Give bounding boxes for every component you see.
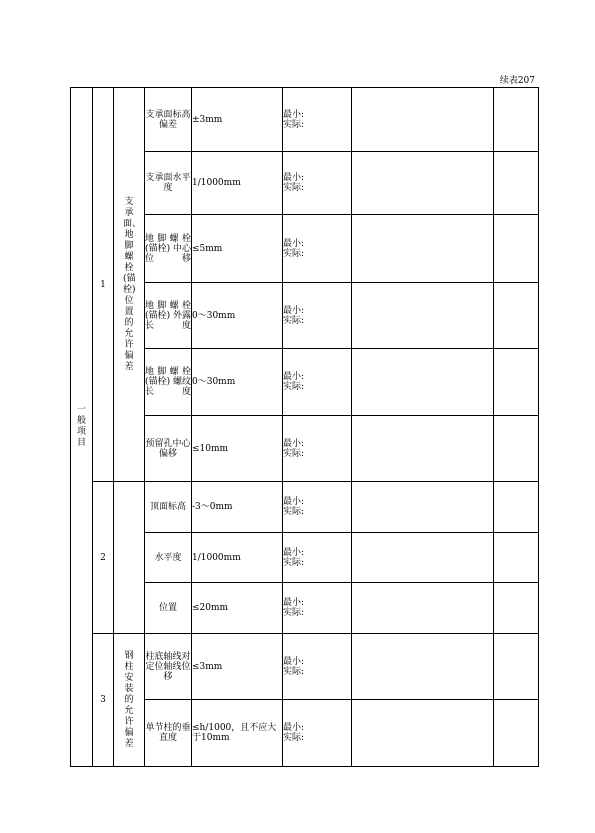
allowed-deviation: ≤20mm [192,583,283,634]
min-label: 最小: [283,109,305,120]
min-label: 最小: [283,598,305,608]
note-cell[interactable] [494,349,539,416]
allowed-deviation: ≤3mm [192,634,283,700]
result-cell[interactable] [352,533,494,583]
measured-values[interactable] [283,634,352,700]
measured-values[interactable] [283,215,352,283]
group-name-cell [114,634,145,767]
measured-values[interactable] [283,88,352,152]
actual-label: 实际: [283,733,305,743]
actual-label: 实际: [283,448,305,459]
result-cell[interactable] [352,416,494,482]
group-number: 3 [100,695,106,705]
measured-values[interactable] [283,416,352,482]
min-label: 最小: [283,497,305,507]
allowed-deviation: 1/1000mm [192,533,283,583]
inspection-table [70,87,539,767]
result-cell[interactable] [352,634,494,700]
actual-label: 实际: [283,382,305,392]
result-cell[interactable] [352,700,494,767]
min-label: 最小: [283,372,305,382]
category-label: 一般项目 [76,405,86,448]
note-cell[interactable] [494,583,539,634]
item-name: 水平度 [145,533,192,583]
note-cell[interactable] [494,152,539,215]
result-cell[interactable] [352,349,494,416]
item-name: 地脚螺栓(锚栓) 外露长度 [145,283,192,349]
group-number: 1 [100,279,106,290]
actual-label: 实际: [283,557,305,568]
item-name: 支承面标高偏差 [145,88,192,152]
allowed-deviation: ≤5mm [192,215,283,283]
group-name-cell [114,482,145,634]
actual-label: 实际: [283,608,305,618]
continued-table-label: 续表207 [499,76,535,86]
table-row [71,634,539,700]
measured-values[interactable] [283,700,352,767]
group-no-cell [93,482,114,634]
result-cell[interactable] [352,152,494,215]
group-name-cell [114,88,145,482]
item-name: 预留孔中心偏移 [145,416,192,482]
table-row [71,482,539,533]
min-label: 最小: [283,238,305,249]
min-label: 最小: [283,305,305,316]
item-name: 顶面标高 [145,482,192,533]
min-label: 最小: [283,173,305,183]
note-cell[interactable] [494,634,539,700]
group-no-cell [93,634,114,767]
result-cell[interactable] [352,482,494,533]
actual-label: 实际: [283,248,305,259]
allowed-deviation: ±3mm [192,88,283,152]
allowed-deviation: 0～30mm [192,349,283,416]
item-name: 单节柱的垂直度 [145,700,192,767]
allowed-deviation: ≤10mm [192,416,283,482]
note-cell[interactable] [494,700,539,767]
min-label: 最小: [283,723,305,733]
measured-values[interactable] [283,152,352,215]
min-label: 最小: [283,438,305,449]
min-label: 最小: [283,656,305,667]
item-name: 位置 [145,583,192,634]
note-cell[interactable] [494,533,539,583]
measured-values[interactable] [283,482,352,533]
category-cell [71,88,93,767]
note-cell[interactable] [494,283,539,349]
measured-values[interactable] [283,533,352,583]
group-name: 支承面、地脚螺栓(锚栓)位置的允许偏差 [123,196,142,372]
measured-values[interactable] [283,349,352,416]
item-name: 地脚螺栓(锚栓) 螺纹长度 [145,349,192,416]
result-cell[interactable] [352,215,494,283]
item-name: 支承面水平度 [145,152,192,215]
group-number: 2 [100,552,106,563]
note-cell[interactable] [494,482,539,533]
min-label: 最小: [283,547,305,558]
group-name: 钢柱安装的允许偏差 [124,650,134,749]
allowed-deviation: 0～30mm [192,283,283,349]
allowed-deviation: ≤h/1000，且不应大于10mm [192,700,283,767]
actual-label: 实际: [283,119,305,130]
actual-label: 实际: [283,183,305,193]
result-cell[interactable] [352,583,494,634]
note-cell[interactable] [494,88,539,152]
result-cell[interactable] [352,88,494,152]
result-cell[interactable] [352,283,494,349]
allowed-deviation: -3～0mm [192,482,283,533]
measured-values[interactable] [283,283,352,349]
measured-values[interactable] [283,583,352,634]
table-row [71,88,539,152]
actual-label: 实际: [283,315,305,326]
actual-label: 实际: [283,507,305,517]
item-name: 柱底轴线对定位轴线位移 [145,634,192,700]
note-cell[interactable] [494,215,539,283]
item-name: 地脚螺栓(锚栓) 中心位移 [145,215,192,283]
group-no-cell [93,88,114,482]
actual-label: 实际: [283,666,305,677]
note-cell[interactable] [494,416,539,482]
allowed-deviation: 1/1000mm [192,152,283,215]
